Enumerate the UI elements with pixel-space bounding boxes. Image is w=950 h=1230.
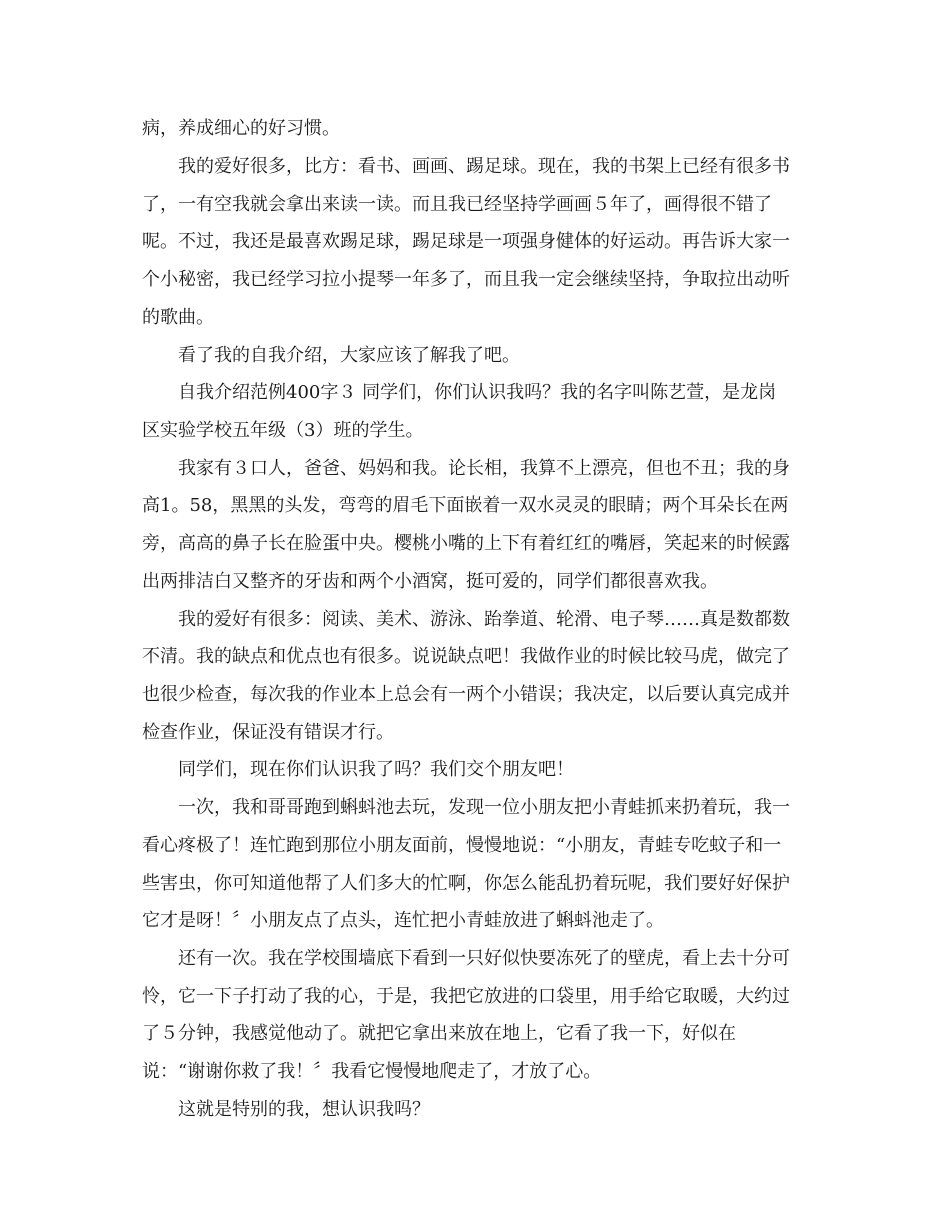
text-line: 怜，它一下子打动了我的心，于是，我把它放进的口袋里，用手给它取暖，大约过 (142, 986, 790, 1007)
text-line: 看了我的自我介绍，大家应该了解我了吧。 (178, 345, 520, 366)
text-line: 这就是特别的我，想认识我吗？ (178, 1099, 430, 1120)
text-line: 病，养成细心的好习惯。 (142, 118, 340, 139)
text-line: 个小秘密，我已经学习拉小提琴一年多了，而且我一定会继续坚持，争取拉出动听 (142, 269, 790, 290)
text-line: 的歌曲。 (142, 307, 214, 328)
text-line: 检查作业，保证没有错误才行。 (142, 722, 394, 743)
text-line: 它才是呀！〞小朋友点了点头，连忙把小青蛙放进了蝌蚪池走了。 (142, 910, 664, 931)
text-line: 也很少检查，每次我的作业本上总会有一两个小错误；我决定，以后要认真完成并 (142, 684, 790, 705)
text-line: 些害虫，你可知道他帮了人们多大的忙啊，你怎么能乱扔着玩呢，我们要好好保护 (142, 873, 790, 894)
text-line: 说：“谢谢你救了我！〞我看它慢慢地爬走了，才放了心。 (142, 1061, 602, 1082)
text-line: 自我介绍范例400字３ 同学们，你们认识我吗？我的名字叫陈艺萱，是龙岗 (178, 382, 777, 403)
text-line: 了５分钟，我感觉他动了。就把它拿出来放在地上，它看了我一下，好似在 (142, 1023, 736, 1044)
text-line: 区实验学校五年级（3）班的学生。 (142, 420, 424, 441)
text-line: 同学们，现在你们认识我了吗？我们交个朋友吧！ (178, 759, 574, 780)
text-line: 我家有３口人，爸爸、妈妈和我。论长相，我算不上漂亮，但也不丑；我的身 (178, 458, 790, 479)
text-line: 一次，我和哥哥跑到蝌蚪池去玩，发现一位小朋友把小青蛙抓来扔着玩，我一 (178, 797, 790, 818)
text-line: 了，一有空我就会拿出来读一读。而且我已经坚持学画画５年了，画得很不错了 (142, 194, 772, 215)
text-line: 旁，高高的鼻子长在脸蛋中央。樱桃小嘴的上下有着红红的嘴唇，笑起来的时候露 (142, 533, 790, 554)
text-line: 我的爱好很多，比方：看书、画画、踢足球。现在，我的书架上已经有很多书 (178, 156, 790, 177)
text-line: 高1。58，黑黑的头发，弯弯的眉毛下面嵌着一双水灵灵的眼睛；两个耳朵长在两 (142, 495, 789, 516)
text-line: 不清。我的缺点和优点也有很多。说说缺点吧！我做作业的时候比较马虎，做完了 (142, 646, 790, 667)
text-line: 看心疼极了！连忙跑到那位小朋友面前，慢慢地说：“小朋友，青蛙专吃蚊子和一 (142, 835, 782, 856)
text-line: 还有一次。我在学校围墙底下看到一只好似快要冻死了的壁虎，看上去十分可 (178, 948, 790, 969)
text-line: 呢。不过，我还是最喜欢踢足球，踢足球是一项强身健体的好运动。再告诉大家一 (142, 231, 790, 252)
text-line: 我的爱好有很多：阅读、美术、游泳、跆拳道、轮滑、电子琴……真是数都数 (178, 609, 790, 630)
text-line: 出两排洁白又整齐的牙齿和两个小酒窝，挺可爱的，同学们都很喜欢我。 (142, 571, 718, 592)
